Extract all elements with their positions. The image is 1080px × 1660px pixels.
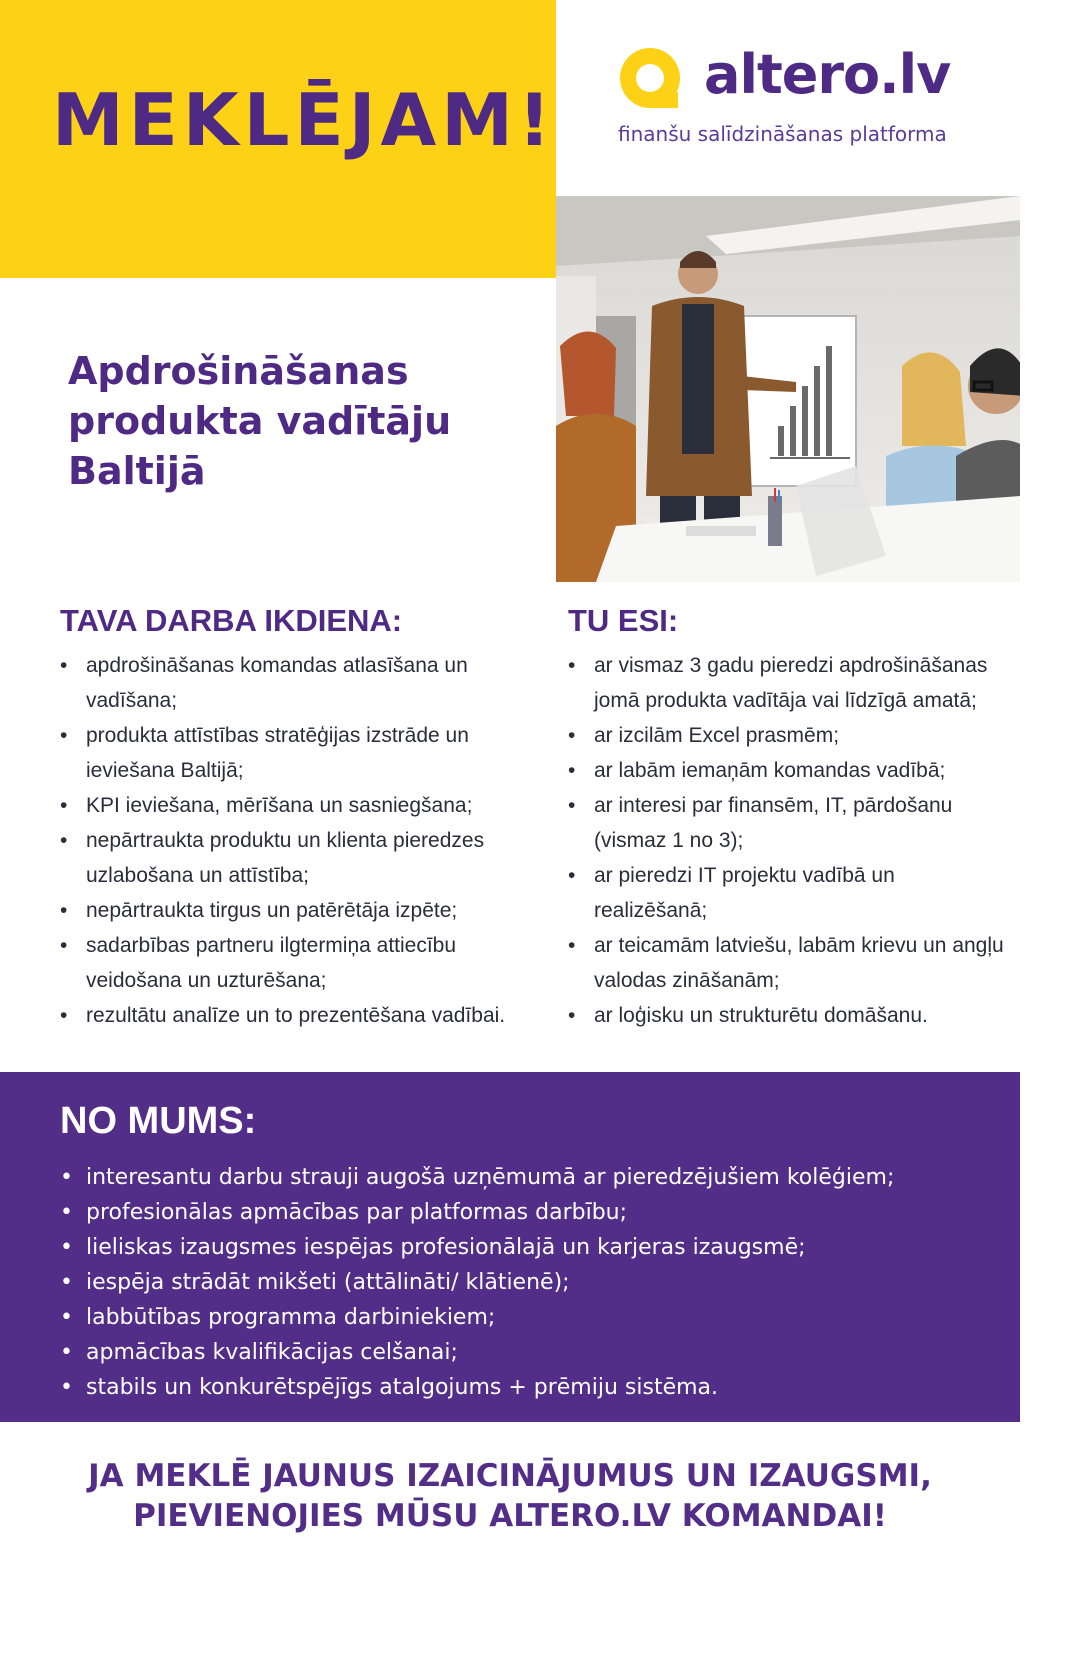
list-item: • ar loģisku un strukturētu domāšanu. — [568, 998, 1008, 1033]
altero-logo[interactable] — [616, 40, 986, 160]
office-presentation-photo — [556, 196, 1020, 582]
list-item: • rezultātu analīze un to prezentēšana vadībai. — [60, 998, 530, 1033]
list-item: • iespēja strādāt mikšeti (attālināti/ klātienē); — [60, 1265, 1000, 1300]
benefits-list — [60, 1160, 1000, 1405]
cta-line-2: PIEVIENOJIES MŪSU ALTERO.LV KOMANDAI! — [133, 1498, 887, 1534]
requirements-section — [568, 598, 1008, 1033]
photo-illustration — [556, 196, 1020, 582]
benefits-heading: NO MUMS: — [60, 1100, 257, 1142]
cta-line-1: JA MEKLĒ JAUNUS IZAICINĀJUMUS UN IZAUGSMI, — [88, 1458, 932, 1494]
duties-heading: TAVA DARBA IKDIENA: — [60, 603, 403, 638]
list-item: • ar izcilām Excel prasmēm; — [568, 718, 1008, 753]
list-item: • apdrošināšanas komandas atlasīšana un vadīšana; — [60, 648, 530, 718]
requirements-list — [568, 648, 1008, 1033]
list-item: • ar teicamām latviešu, labām krievu un angļu valodas zināšanām; — [568, 928, 1008, 998]
list-item: • produkta attīstības stratēģijas izstrāde un ieviešana Baltijā; — [60, 718, 530, 788]
list-item: • ar pieredzi IT projektu vadībā un realizēšanā; — [568, 858, 1008, 928]
logo-tagline: finanšu salīdzināšanas platforma — [618, 122, 947, 146]
list-item: • sadarbības partneru ilgtermiņa attiecību veidošana un uzturēšana; — [60, 928, 530, 998]
list-item: • apmācības kvalifikācijas celšanai; — [60, 1335, 1000, 1370]
list-item: • ar labām iemaņām komandas vadībā; — [568, 753, 1008, 788]
list-item: • nepārtraukta produktu un klienta pieredzes uzlabošana un attīstība; — [60, 823, 530, 893]
list-item: • labbūtības programma darbiniekiem; — [60, 1300, 1000, 1335]
list-item: • interesantu darbu strauji augošā uzņēmumā ar pieredzējušiem kolēģiem; — [60, 1160, 1000, 1195]
logo-name: altero.lv — [704, 43, 951, 106]
position-title: Apdrošināšanas produkta vadītāju Baltijā — [68, 349, 452, 493]
headline: MEKLĒJAM! — [52, 78, 556, 162]
duties-section — [60, 598, 530, 1033]
list-item: • profesionālas apmācības par platformas darbību; — [60, 1195, 1000, 1230]
requirements-heading: TU ESI: — [568, 603, 679, 638]
list-item: • stabils un konkurētspējīgs atalgojums + prēmiju sistēma. — [60, 1370, 1000, 1405]
list-item: • lieliskas izaugsmes iespējas profesionālajā un karjeras izaugsmē; — [60, 1230, 1000, 1265]
list-item: • ar interesi par finansēm, IT, pārdošanu (vismaz 1 no 3); — [568, 788, 1008, 858]
altero-logo-icon — [616, 42, 688, 114]
list-item: • ar vismaz 3 gadu pieredzi apdrošināšanas jomā produkta vadītāja vai līdzīgā amatā; — [568, 648, 1008, 718]
call-to-action — [0, 1456, 1020, 1536]
duties-list — [60, 648, 530, 1033]
list-item: • KPI ieviešana, mērīšana un sasniegšana; — [60, 788, 530, 823]
list-item: • nepārtraukta tirgus un patērētāja izpēte; — [60, 893, 530, 928]
